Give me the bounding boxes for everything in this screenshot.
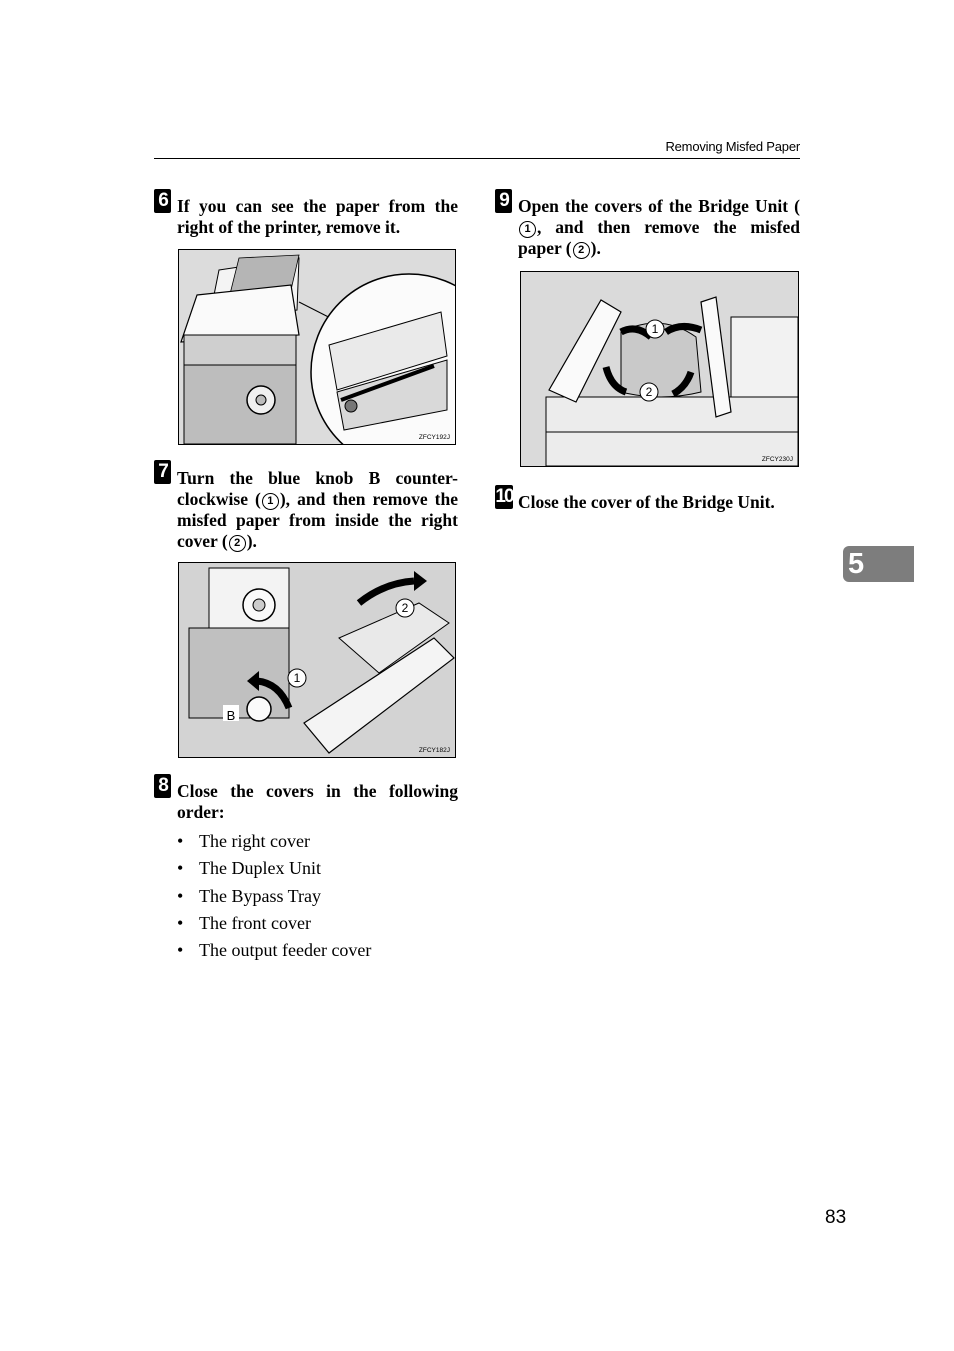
figure-printer-right-side	[178, 249, 456, 445]
list-item: • The output feeder cover	[177, 937, 371, 964]
knob-illustration	[179, 563, 455, 757]
figure-code: ZFCY230J	[761, 456, 793, 463]
callout-2-label: 2	[401, 601, 409, 615]
header-rule	[154, 158, 800, 159]
step-number-8: 8	[154, 774, 171, 798]
step-9-text-part-a: Open the covers of the Bridge Unit (	[518, 196, 800, 216]
step-7-text-part-a: Turn the blue knob B counter-clockwise (	[177, 468, 458, 509]
callout-2-label: 2	[645, 385, 653, 399]
step-number-10: 10	[495, 486, 513, 507]
list-item: • The Duplex Unit	[177, 855, 371, 882]
list-item: • The right cover	[177, 828, 371, 855]
circled-number-2: 2	[573, 242, 590, 259]
step-number-6: 6	[154, 189, 171, 213]
step-7-text	[177, 468, 458, 552]
callout-1-label: 1	[293, 671, 301, 685]
chapter-number: 5	[848, 548, 865, 580]
figure-blue-knob	[178, 562, 456, 758]
list-item: • The front cover	[177, 910, 371, 937]
circled-number-2: 2	[229, 535, 246, 552]
step-10-text: Close the cover of the Bridge Unit.	[518, 492, 775, 512]
figure-code: ZFCY192J	[418, 434, 450, 441]
list-item: • The Bypass Tray	[177, 883, 371, 910]
chapter-tab	[843, 546, 914, 582]
step-8-text: Close the covers in the following order:	[177, 781, 458, 822]
running-header: Removing Misfed Paper	[665, 139, 800, 154]
step-number-7: 7	[154, 460, 171, 484]
circled-number-1: 1	[262, 493, 279, 510]
step-9-text-part-b: , and then remove the misfed paper (	[518, 217, 800, 258]
callout-1-label: 1	[651, 322, 659, 336]
knob-b-label: B	[226, 708, 236, 723]
step-number-9: 9	[495, 189, 512, 213]
step-7-text-part-b: ), and then remove the misfed paper from inside the right cover (	[177, 489, 458, 551]
figure-code: ZFCY182J	[418, 747, 450, 754]
close-order-list	[177, 828, 371, 964]
bridge-unit-illustration	[521, 272, 798, 466]
circled-number-1: 1	[519, 221, 536, 238]
step-6-text: If you can see the paper from the right of the printer, remove it.	[177, 196, 458, 237]
figure-bridge-unit	[520, 271, 799, 467]
step-9-text-part-c: ).	[590, 238, 601, 258]
page-number: 83	[825, 1207, 847, 1228]
step-7-text-part-c: ).	[246, 531, 257, 551]
printer-right-illustration	[179, 250, 455, 444]
step-9-text	[518, 196, 800, 259]
